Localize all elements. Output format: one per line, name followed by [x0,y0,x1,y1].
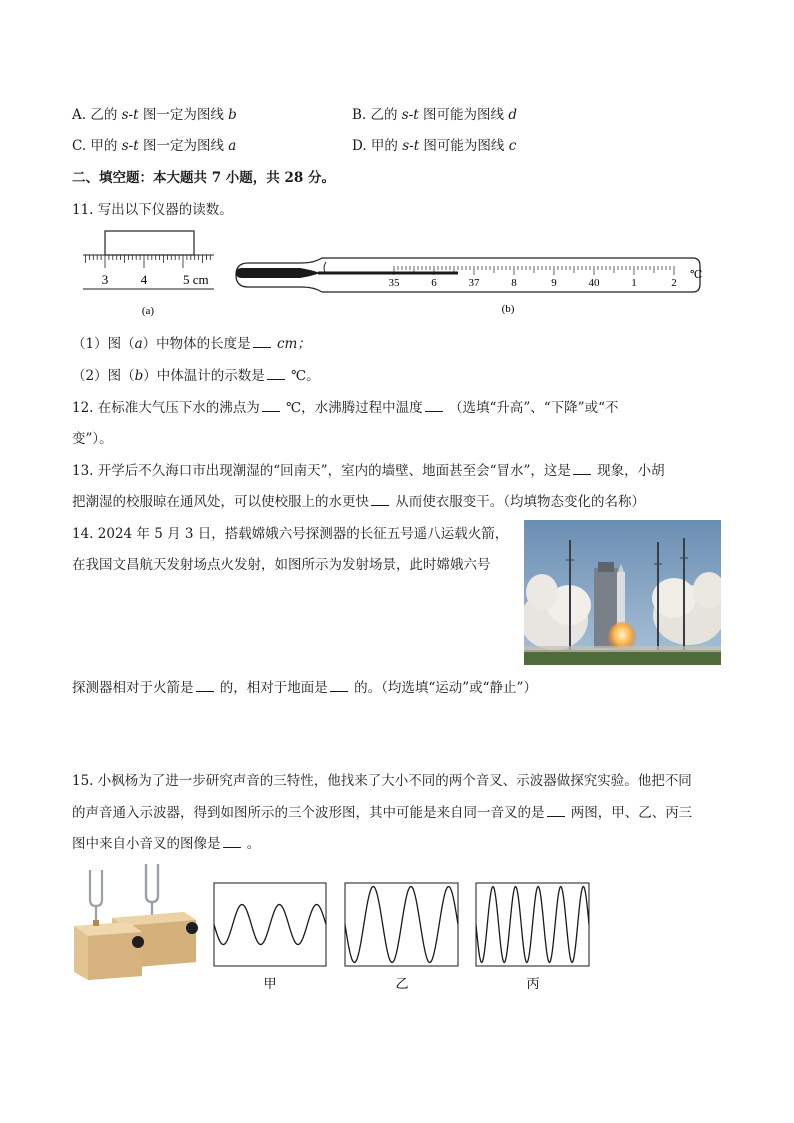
ruler-figure [80,228,220,320]
thermometer-bulb [236,268,320,278]
q11-sub1: （1）图（a）中物体的长度是 cm； [72,336,311,352]
ruler-label-3: 3 [101,272,109,287]
option-a: A. 乙的 s-t 图一定为图线 b [72,107,237,123]
q15-line3: 图中来自小音叉的图像是 。 [72,836,261,852]
mercury-column [318,272,458,275]
q15-line2: 的声音通入示波器，得到如图所示的三个波形图，其中可能是来自同一音叉的是 两图，甲、乙、丙三 [72,805,693,821]
wave-label-yi: 乙 [395,976,409,991]
q12-line1: 12. 在标准大气压下水的沸点为 ℃，水沸腾过程中温度 （选填“升高”、“下降”或“不 [72,400,619,416]
q15-line1: 15. 小枫杨为了进一步研究声音的三特性，他找来了大小不同的两个音叉、示波器做探究实验。他把不同 [72,773,692,789]
wave-label-jia: 甲 [263,976,277,991]
wave-label-bing: 丙 [526,976,540,991]
thermo-label-39: 9 [551,277,557,289]
answer-blank[interactable] [262,399,280,412]
q14-line3: 探测器相对于火箭是 的，相对于地面是 的。（均选填“运动”或“静止”） [72,680,537,696]
thermo-label-37: 37 [468,277,480,289]
ruler-caption: (a) [141,305,155,317]
option-c: C. 甲的 s-t 图一定为图线 a [72,138,237,154]
answer-blank[interactable] [267,367,285,380]
answer-blank[interactable] [573,462,591,475]
ruler-label-4: 4 [140,272,148,287]
answer-blank[interactable] [330,679,348,692]
q13-line1: 13. 开学后不久海口市出现潮湿的“回南天”，室内的墙壁、地面甚至会“冒水”，这是 现象，小胡 [72,463,665,479]
thermo-label-36: 6 [431,277,437,289]
q14-line1: 14. 2024 年 5 月 3 日，搭载嫦娥六号探测器的长征五号遥八运载火箭， [72,526,509,542]
waveform-figures [212,880,597,1000]
thermo-unit: ℃ [690,269,703,281]
thermometer-figure [228,256,706,318]
answer-blank[interactable] [547,804,565,817]
rocket-launch-photo [524,520,721,665]
tuning-forks-photo [72,862,202,982]
thermo-label-41: 1 [631,277,637,289]
answer-blank[interactable] [223,835,241,848]
option-d: D. 甲的 s-t 图可能为图线 c [352,138,517,154]
q12-line2: 变”）。 [72,431,113,447]
ruler-ticks [86,255,211,268]
option-b: B. 乙的 s-t 图可能为图线 d [352,107,517,123]
ruler-label-5cm: 5 cm [183,272,209,287]
answer-blank[interactable] [425,399,443,412]
q11-stem: 11. 写出以下仪器的读数。 [72,202,233,218]
answer-blank[interactable] [196,679,214,692]
thermo-label-40: 40 [588,277,600,289]
answer-blank[interactable] [253,335,271,348]
q14-line2: 在我国文昌航天发射场点火发射，如图所示为发射场景，此时嫦娥六号 [72,557,491,573]
answer-blank[interactable] [371,493,389,506]
thermo-label-35: 35 [388,277,400,289]
ruler-object [105,231,194,255]
section-heading: 二、填空题：本大题共 7 小题，共 28 分。 [72,170,335,186]
thermo-label-42: 2 [671,277,677,289]
q11-sub2: （2）图（b）中体温计的示数是 ℃。 [72,368,320,384]
q13-line2: 把潮湿的校服晾在通风处，可以使校服上的水更快 从而使衣服变干。（均填物态变化的名称） [72,494,646,510]
thermo-label-38: 8 [511,277,517,289]
thermo-caption: (b) [501,303,515,315]
